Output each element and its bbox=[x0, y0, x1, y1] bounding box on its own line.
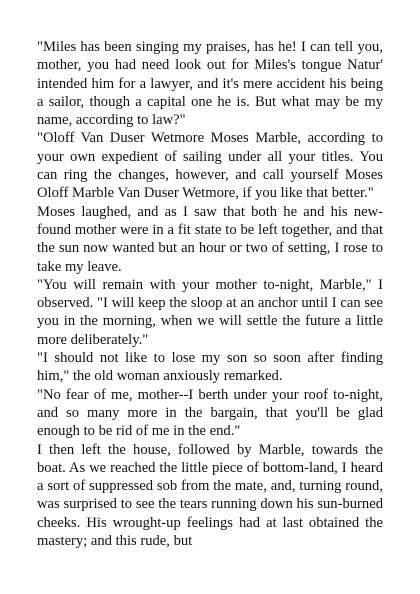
paragraph-1: "Miles has been singing my praises, has he! I can tell you, mother, you had need look out for Miles's tongue Natur' intended him for a lawyer, and it's mere accident his being a sailor, though a capital one he is. But what may be my name, according to law?" bbox=[37, 39, 383, 129]
paragraph-3: Moses laughed, and as I saw that both he and his new-found mother were in a fit state to be left together, and that the sun now wanted but an hour or two of setting, I rose to take my leave. bbox=[37, 203, 383, 275]
paragraph-5: "I should not like to lose my son so soon after finding him," the old woman anxiously remarked. bbox=[37, 350, 383, 385]
paragraph-4: "You will remain with your mother to-night, Marble," I observed. "I will keep the sloop at an anchor until I can see you in the morning, when we will settle the future a little more deliberately." bbox=[37, 276, 383, 348]
paragraph-2: "Oloff Van Duser Wetmore Moses Marble, according to your own expedient of sailing under all your titles. You can ring the changes, however, and call yourself Moses Oloff Marble Van Duser Wetmore, if you like that better." bbox=[37, 130, 383, 202]
paragraph-6: "No fear of me, mother--I berth under your roof to-night, and so many more in the bargain, that you'll be glad enough to be rid of me in the end." bbox=[37, 386, 383, 440]
document-page bbox=[37, 38, 383, 550]
paragraph-7: I then left the house, followed by Marble, towards the boat. As we reached the little piece of bottom-land, I heard a sort of suppressed sob from the mate, and, turning round, was surprised to see the tears running down his sun-burned cheeks. His wrought-up feelings had at last obtained the mastery; and this rude, but bbox=[37, 441, 383, 550]
